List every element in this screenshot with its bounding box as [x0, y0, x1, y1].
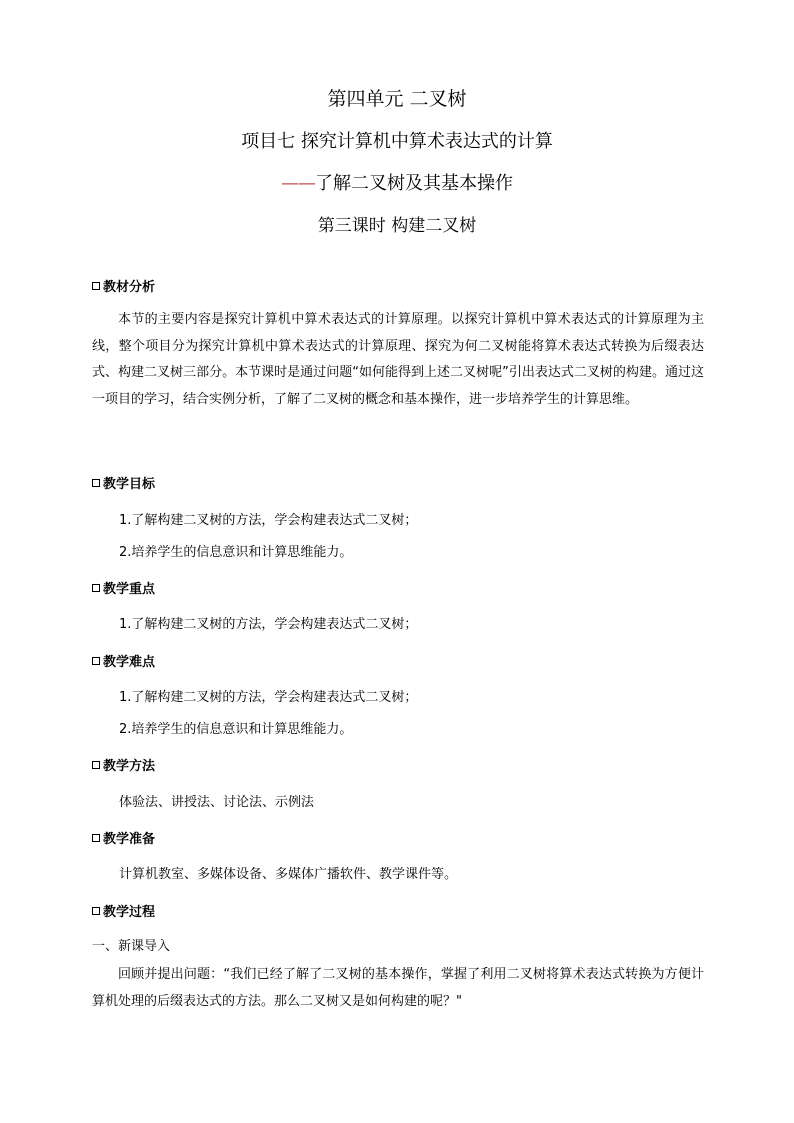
goal-item: 2.培养学生的信息意识和计算思维能力。 [119, 545, 353, 560]
subtitle-text: 了解二叉树及其基本操作 [315, 173, 513, 194]
analysis-paragraph: 本节的主要内容是探究计算机中算术表达式的计算原理。以探究计算机中算术表达式的计算原理为主线，整个项目分为探究计算机中算术表达式的计算原理、探究为何二叉树能将算术表达式转换为后缀表达式、构建二叉树三部分。本节课时是通过问题“如何能得到上述二叉树呢”引出表达式二叉树的构建。通过这一项目的学习，结合实例分析，了解了二叉树的概念和基本操作，进一步培养学生的计算思维。 [92, 312, 704, 407]
checkbox-icon [92, 479, 100, 487]
process-step-title: 一、新课导入 [92, 939, 171, 954]
section-heading-key-points: 教学重点 [92, 578, 155, 597]
preparation-text: 计算机教室、多媒体设备、多媒体广播软件、教学课件等。 [119, 867, 458, 882]
checkbox-icon [92, 282, 100, 290]
section-heading-process: 教学过程 [92, 901, 155, 920]
subtitle [0, 169, 794, 195]
unit-title: 第四单元 二叉树 [327, 88, 467, 110]
checkbox-icon [92, 584, 100, 592]
section-heading-difficulties: 教学难点 [92, 651, 155, 670]
lesson-title: 第三课时 构建二叉树 [317, 216, 477, 236]
process-step-paragraph: 回顾并提出问题：“我们已经了解了二叉树的基本操作，掌握了利用二叉树将算术表达式转换为方便计算机处理的后缀表达式的方法。那么二叉树又是如何构建的呢？" [92, 967, 704, 1009]
section-heading-analysis: 教材分析 [92, 276, 155, 295]
section-heading-methods: 教学方法 [92, 755, 155, 774]
goal-item: 1.了解构建二叉树的方法，学会构建表达式二叉树； [119, 513, 418, 528]
section-heading-preparation: 教学准备 [92, 828, 155, 847]
checkbox-icon [92, 834, 100, 842]
difficulty-item: 1.了解构建二叉树的方法，学会构建表达式二叉树； [119, 690, 418, 705]
key-point-item: 1.了解构建二叉树的方法，学会构建表达式二叉树； [119, 617, 418, 632]
section-heading-goals: 教学目标 [92, 473, 155, 492]
checkbox-icon [92, 761, 100, 769]
subtitle-dash: —— [281, 173, 315, 194]
checkbox-icon [92, 907, 100, 915]
checkbox-icon [92, 657, 100, 665]
methods-text: 体验法、讲授法、讨论法、示例法 [119, 795, 315, 810]
difficulty-item: 2.培养学生的信息意识和计算思维能力。 [119, 722, 353, 737]
project-title: 项目七 探究计算机中算术表达式的计算 [241, 131, 553, 152]
